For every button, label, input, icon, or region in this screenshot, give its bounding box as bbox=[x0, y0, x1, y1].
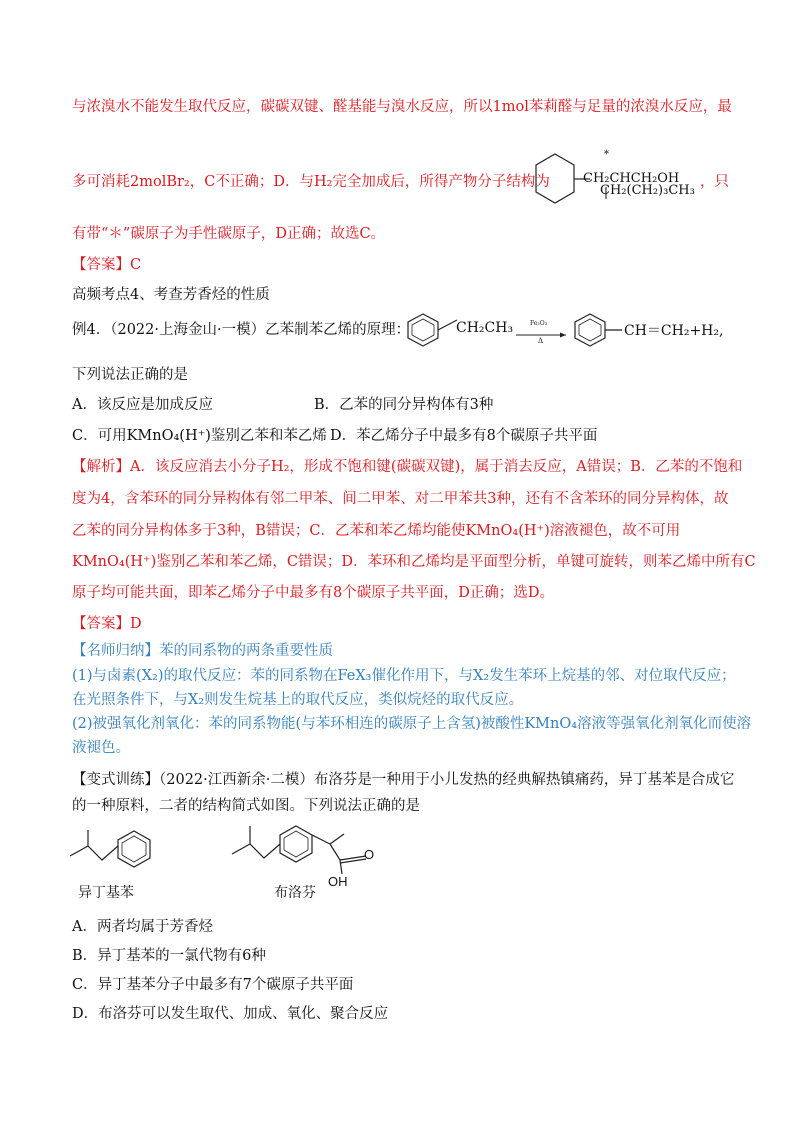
example-4-prompt: 下列说法正确的是 bbox=[72, 367, 188, 383]
variant-option-d: D．布洛芬可以发生取代、加成、氧化、聚合反应 bbox=[72, 1006, 389, 1022]
arrow-top-label: Fe₂O₃ bbox=[530, 320, 548, 327]
option-c: C．可用KMnO₄(H⁺)鉴别乙苯和苯乙烯 bbox=[72, 428, 327, 444]
isobutylbenzene-structure bbox=[68, 826, 168, 886]
mol-top-chain: CH₂CHCH₂OH bbox=[583, 171, 680, 186]
option-d: D．苯乙烯分子中最多有8个碳原子共平面 bbox=[330, 428, 598, 444]
atom-oxygen: O bbox=[364, 847, 375, 862]
ex4-analysis-line-1: 【解析】A．该反应消去小分子H₂，形成不饱和键(碳碳双键)，属于消去反应，A错误；B．乙苯的不饱和 bbox=[72, 459, 743, 475]
mol-bottom-chain: CH₂(CH₂)₃CH₃ bbox=[600, 183, 695, 198]
summary-line-3: (2)被强氧化剂氧化：苯的同系物能(与苯环相连的碳原子上含氢)被酸性KMnO₄溶液等强氧化剂氧化而使溶 bbox=[72, 716, 752, 732]
answer-c: 【答案】C bbox=[72, 257, 142, 273]
caption-isobutylbenzene: 异丁基苯 bbox=[78, 885, 134, 901]
analysis-line-1: 与浓溴水不能发生取代反应，碳碳双键、醛基能与溴水反应，所以1mol苯莉醛与足量的浓溴水反应，最 bbox=[72, 99, 732, 115]
caption-ibuprofen: 布洛芬 bbox=[274, 885, 316, 901]
product-group: CH＝CH₂+H₂, bbox=[624, 323, 724, 339]
variant-option-b: B．异丁基苯的一氯代物有6种 bbox=[72, 948, 266, 964]
mol-star: * bbox=[604, 149, 609, 160]
atom-hydroxyl: OH bbox=[328, 874, 348, 889]
analysis-line-3: 有带“＊”碳原子为手性碳原子，D正确；故选C。 bbox=[72, 226, 386, 242]
analysis-line-2: 多可消耗2molBr₂，C不正确；D．与H₂完全加成后，所得产物分子结构为 bbox=[72, 174, 550, 190]
analysis-line-2-end: ，只 bbox=[700, 174, 729, 190]
ex4-analysis-line-5: 原子均可能共面，即苯乙烯分子中最多有8个碳原子共平面，D正确；选D。 bbox=[72, 585, 554, 601]
cyclohexane-structure bbox=[530, 152, 580, 208]
summary-heading: 【名师归纳】苯的同系物的两条重要性质 bbox=[72, 643, 333, 659]
option-b: B．乙苯的同分异构体有3种 bbox=[314, 397, 494, 413]
ex4-answer: 【答案】D bbox=[72, 616, 142, 632]
styrene-structure bbox=[572, 312, 632, 348]
variant-option-a: A．两者均属于芳香烃 bbox=[72, 919, 213, 935]
topic-heading: 高频考点4、考查芳香烃的性质 bbox=[72, 287, 270, 303]
example-4-question: 例4．（2022·上海金山·一模）乙苯制苯乙烯的原理： bbox=[72, 322, 411, 338]
variant-line-1: 【变式训练】（2022·江西新余·二模）布洛芬是一种用于小儿发热的经典解热镇痛药，异丁基苯是合成它 bbox=[72, 772, 735, 788]
ex4-analysis-line-4: KMnO₄(H⁺)鉴别乙苯和苯乙烯，C错误；D．苯环和乙烯均是平面型分析，单键可旋转，则苯乙烯中所有C bbox=[72, 554, 756, 570]
summary-line-4: 液褪色。 bbox=[72, 740, 130, 756]
reactant-group: CH₂CH₃ bbox=[456, 320, 514, 336]
summary-line-1: (1)与卤素(X₂)的取代反应：苯的同系物在FeX₃催化作用下，与X₂发生苯环上烷基的邻、对位取代反应； bbox=[72, 668, 736, 684]
variant-option-c: C．异丁基苯分子中最多有7个碳原子共平面 bbox=[72, 977, 354, 993]
summary-line-2: 在光照条件下，与X₂则发生烷基上的取代反应，类似烷烃的取代反应。 bbox=[72, 692, 524, 708]
option-a: A．该反应是加成反应 bbox=[72, 397, 213, 413]
ex4-analysis-line-3: 乙苯的同分异构体多于3种，B错误；C．乙苯和苯乙烯均能使KMnO₄(H⁺)溶液褪色，故不可用 bbox=[72, 523, 681, 539]
variant-line-2: 的一种原料，二者的结构简式如图。下列说法正确的是 bbox=[72, 798, 420, 814]
ibuprofen-structure bbox=[230, 812, 380, 882]
ex4-analysis-line-2: 度为4，含苯环的同分异构体有邻二甲苯、间二甲苯、对二甲苯共3种，还有不含苯环的同分异构体，故 bbox=[72, 491, 729, 507]
arrow-bottom-label: Δ bbox=[538, 337, 544, 345]
